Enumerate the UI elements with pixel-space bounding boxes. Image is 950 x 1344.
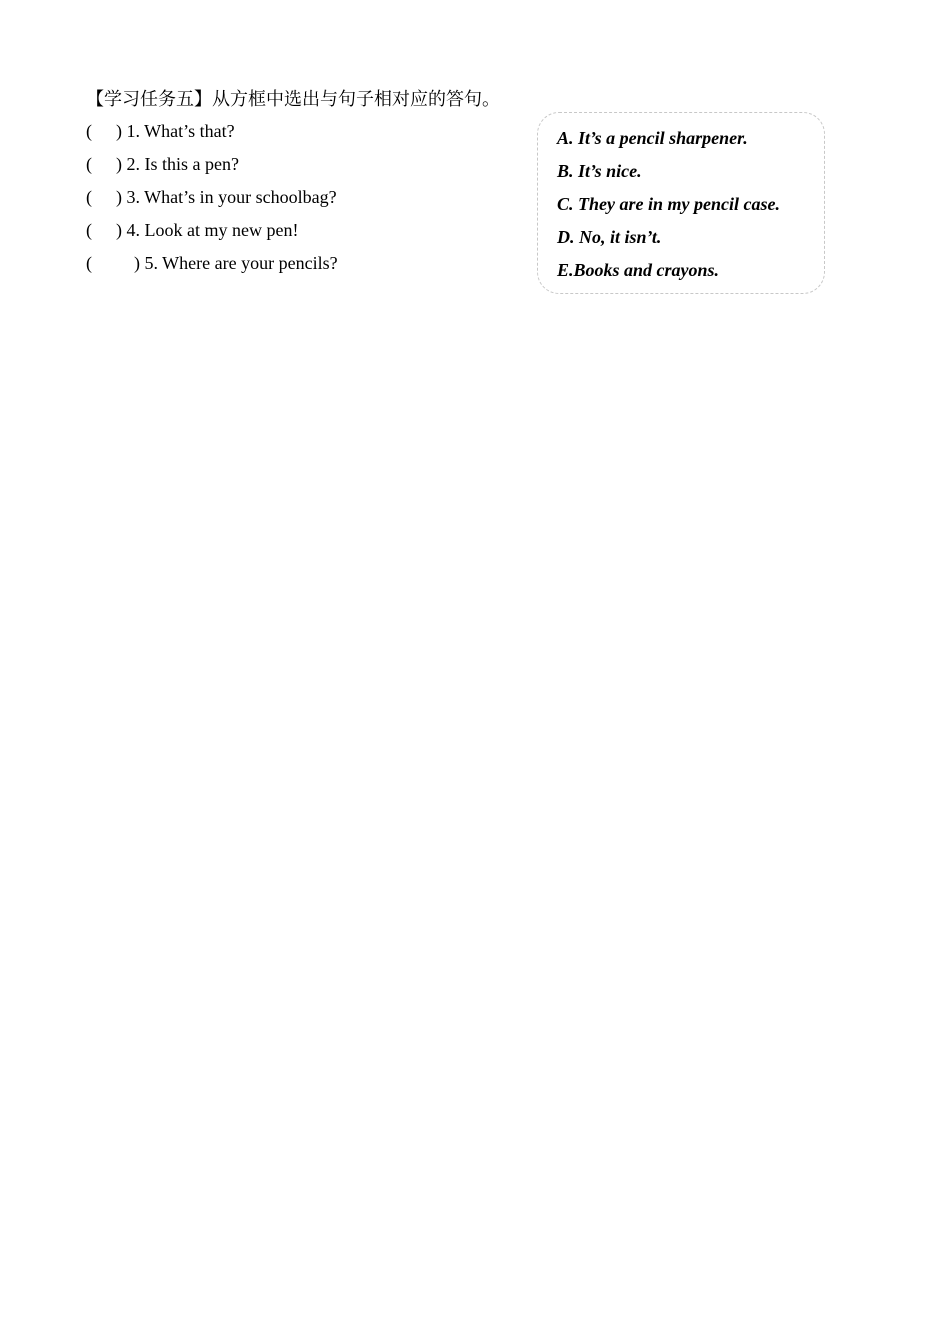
answer-blank-close: ) bbox=[134, 253, 140, 273]
question-text: 4. Look at my new pen! bbox=[126, 220, 299, 240]
answer-blank-close: ) bbox=[116, 121, 122, 141]
answer-option-b: B. It’s nice. bbox=[557, 161, 642, 181]
question-item bbox=[86, 250, 338, 283]
question-item bbox=[86, 184, 338, 217]
answer-blank-open: ( bbox=[86, 253, 92, 273]
answer-blank-open: ( bbox=[86, 121, 92, 141]
answer-option-c: C. They are in my pencil case. bbox=[557, 194, 780, 214]
answer-option-a: A. It’s a pencil sharpener. bbox=[557, 128, 748, 148]
answer-options-box bbox=[537, 112, 825, 294]
answer-blank-open: ( bbox=[86, 220, 92, 240]
question-text: 2. Is this a pen? bbox=[126, 154, 239, 174]
question-item bbox=[86, 217, 338, 250]
answer-blank-open: ( bbox=[86, 154, 92, 174]
question-text: 5. Where are your pencils? bbox=[144, 253, 338, 273]
answer-option-e: E.Books and crayons. bbox=[557, 260, 720, 280]
task-title: 【学习任务五】从方框中选出与句子相对应的答句。 bbox=[86, 89, 500, 109]
answer-blank-open: ( bbox=[86, 187, 92, 207]
question-item bbox=[86, 118, 338, 151]
question-text: 1. What’s that? bbox=[126, 121, 235, 141]
answer-blank-close: ) bbox=[116, 220, 122, 240]
question-text: 3. What’s in your schoolbag? bbox=[126, 187, 337, 207]
question-item bbox=[86, 151, 338, 184]
answer-option-d: D. No, it isn’t. bbox=[557, 227, 662, 247]
question-list bbox=[86, 118, 338, 283]
answer-blank-close: ) bbox=[116, 187, 122, 207]
answer-blank-close: ) bbox=[116, 154, 122, 174]
